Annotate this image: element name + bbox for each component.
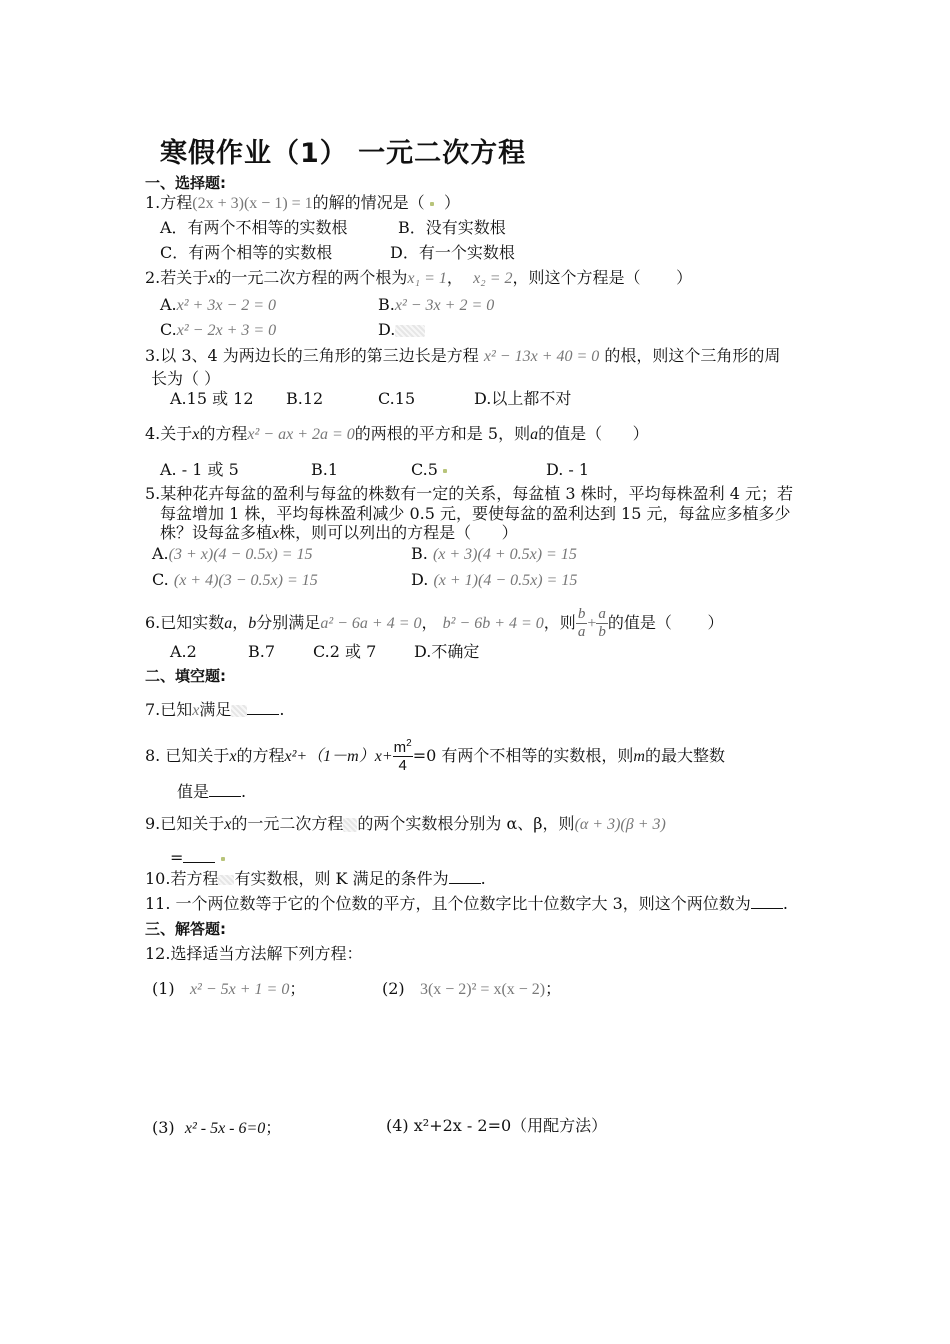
question-5-line3: 株？设每盆多植x株，则可以列出的方程是（ ） [160,523,518,542]
question-10: 10.若方程 有实数根，则 K 满足的条件为 . [145,869,486,888]
question-6: 6.已知实数a，b分别满足a² − 6a + 4 = 0， b² − 6b + 4 = 0，则 $\frac{b}{a}$ + $\frac{a}{b}$ 的值是（ ） [145,606,724,640]
question-2: 2.若关于x的一元二次方程的两个根为x₁ = 1， x₂ = 2，则这个方程是（ ） [145,268,693,287]
q4-option-c: C.5 [411,460,447,480]
equation: (2x + 3)(x − 1) = 1 [192,195,313,212]
q2-option-c: C.x² − 2x + 3 = 0 [160,320,277,339]
equation-image [218,875,234,885]
question-8: 8. 已知关于x的方程x²+（1－m）x+ $\frac{m^2}{4}$ =0 有两个不相等的实数根，则m的最大整数 [145,738,725,774]
q1-option-a: A．有两个不相等的实数根 [160,218,348,237]
equation-image [395,325,425,337]
root-2: x₂ = 2 [473,270,513,287]
answer-blank[interactable] [183,862,215,863]
q5-option-b: B. (x + 3)(4 + 0.5x) = 15 [411,544,577,563]
q12-part-3: (3) x² ‑ 5x ‑ 6=0； [152,1118,282,1137]
q1-option-b: B．没有实数根 [398,218,506,237]
question-5-line2: 每盆增加 1 株，平均每株盈利减少 0.5 元，要使每盆的盈利达到 15 元，每盆应多植多少 [160,504,791,523]
question-7: 7.已知x满足 . [145,700,285,719]
equation: (α + 3)(β + 3) [574,816,666,833]
question-1: 1.方程(2x + 3)(x − 1) = 1的解的情况是（ ） [145,193,460,212]
question-3-line2: 长为（ ） [151,369,221,388]
q3-option-d: D.以上都不对 [474,389,572,408]
q4-option-a: A. ‑ 1 或 5 [160,460,239,479]
equation: 3(x − 2)² = x(x − 2) [419,981,546,998]
q3-option-c: C.15 [378,389,416,408]
q5-option-d: D. (x + 1)(4 − 0.5x) = 15 [411,570,578,589]
equation: x²+2x ‑ 2=0（用配方法） [413,1116,608,1135]
equation: x² − 5x + 1 = 0 [189,981,290,998]
section-heading-choice: 一、选择题: [145,174,226,192]
q5-option-c: C. (x + 4)(3 − 0.5x) = 15 [152,570,318,589]
q5-option-a: A.(3 + x)(4 − 0.5x) = 15 [152,544,313,563]
fraction-a-over-b: $\frac{a}{b}$ [598,606,606,640]
answer-blank[interactable] [449,883,481,884]
page-title: 寒假作业（1） 一元二次方程 [160,138,527,169]
q12-part-2: (2) 3(x − 2)² = x(x − 2)； [382,979,562,998]
section-heading-solve: 三、解答题: [145,920,226,938]
mark-dot [430,202,434,206]
root-1: x₁ = 1 [407,270,447,287]
q6-option-a: A.2 [170,642,197,661]
q12-part-1: (1) x² − 5x + 1 = 0； [152,979,306,998]
answer-blank[interactable] [247,714,279,715]
equation: x² ‑ 5x ‑ 6=0 [184,1120,266,1137]
equation-a: a² − 6a + 4 = 0 [320,615,422,632]
q2-option-d: D. [378,320,425,340]
mark-dot [443,469,447,473]
mark-dot [221,857,225,861]
q1-option-d: D．有一个实数根 [390,243,515,262]
q6-option-d: D.不确定 [414,642,480,661]
q1-option-c: C．有两个相等的实数根 [160,243,333,262]
question-12: 12.选择适当方法解下列方程： [145,944,363,963]
question-5-line1: 5.某种花卉每盆的盈利与每盆的株数有一定的关系，每盆植 3 株时，平均每株盈利 4 元；若 [145,484,793,503]
q2-option-b: B.x² − 3x + 2 = 0 [378,295,495,314]
q4-option-b: B.1 [311,460,339,479]
equation: x² − ax + 2a = 0 [247,426,355,443]
q12-part-4: (4) x²+2x ‑ 2=0（用配方法） [386,1116,608,1135]
equation-b: b² − 6b + 4 = 0 [442,615,544,632]
q4-option-d: D. ‑ 1 [546,460,590,479]
answer-blank[interactable] [209,796,241,797]
equation: x² − 13x + 40 = 0 [483,348,600,365]
question-9: 9.已知关于x的一元二次方程 的两个实数根分别为 α、β，则(α + 3)(β + 3) [145,814,666,833]
q6-option-b: B.7 [248,642,276,661]
equation-image [231,705,247,717]
q3-option-a: A.15 或 12 [170,389,254,408]
q2-option-a: A.x² + 3x − 2 = 0 [160,295,277,314]
question-8-line2: 值是 . [177,782,247,801]
fraction-m2-over-4: $\frac{m^2}{4}$ [393,738,412,774]
section-heading-fill: 二、填空题: [145,667,226,685]
q3-option-b: B.12 [286,389,324,408]
question-4: 4.关于x的方程x² − ax + 2a = 0的两根的平方和是 5，则a的值是（ ） [145,424,649,443]
q6-option-c: C.2 或 7 [313,642,377,661]
answer-blank[interactable] [751,908,783,909]
equation-image [343,818,357,832]
fraction-b-over-a: $\frac{b}{a}$ [577,606,586,640]
question-3: 3.以 3、4 为两边长的三角形的第三边长是方程 x² − 13x + 40 = 0 的根，则这个三角形的周 [145,346,781,365]
question-11: 11. 一个两位数等于它的个位数的平方，且个位数字比十位数字大 3，则这个两位数为 . [145,894,788,913]
question-9-line2: = [170,848,225,868]
